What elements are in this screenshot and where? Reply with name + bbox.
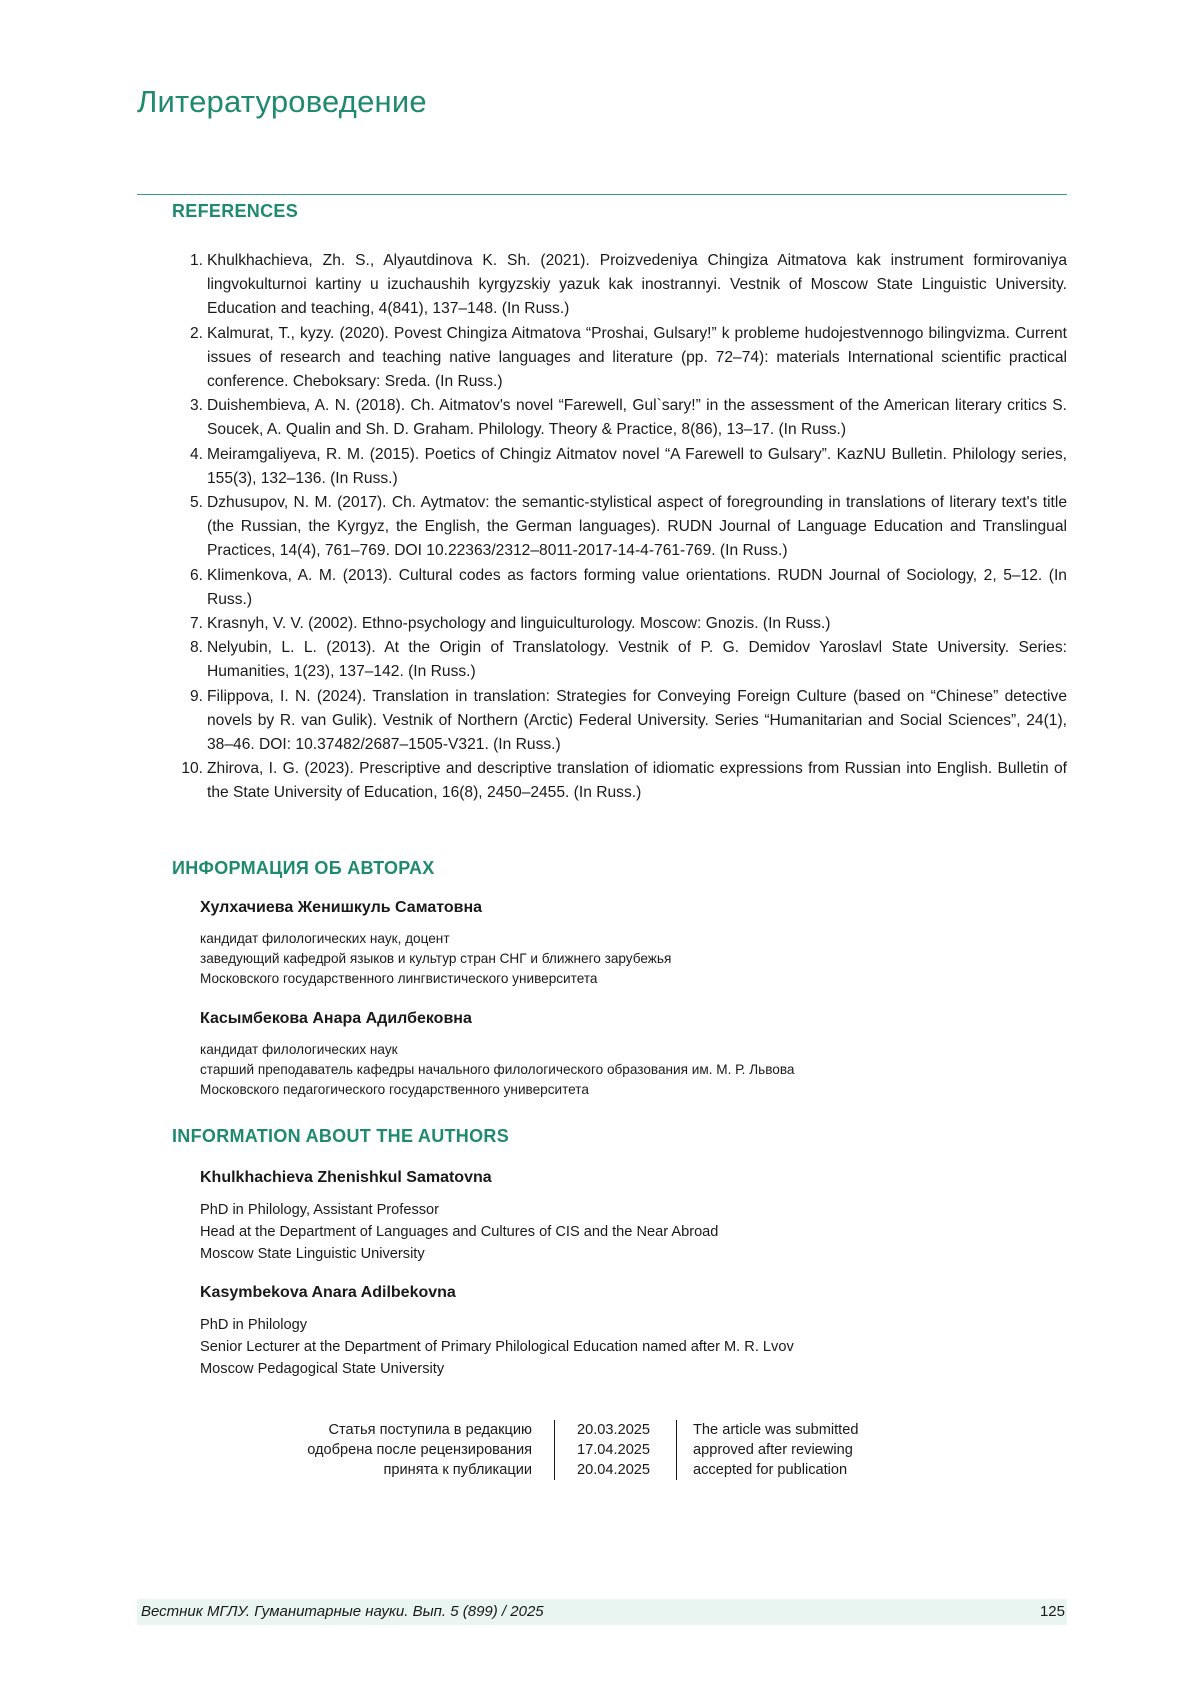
date-accepted: 20.04.2025: [577, 1460, 707, 1480]
author-card-en: [200, 1284, 1060, 1380]
reference-text: Filippova, I. N. (2024). Translation in translation: Strategies for Conveying Foreign Culture (based on “Chinese” detective novels by R. van Gulik). Vestnik of Northern (Arctic) Federal University. Series “Humanitarian and Social Sciences”, 24(1), 38–46. DOI: 10.37482/2687–1505-V321. (In Russ.): [207, 688, 1067, 753]
author-name: Касымбекова Анара Адилбековна: [200, 1010, 1060, 1028]
references-list: [172, 249, 1067, 806]
reference-number: 2.: [172, 322, 203, 346]
author-name: Хулхачиева Женишкуль Саматовна: [200, 899, 1060, 917]
reference-text: Klimenkova, A. M. (2013). Cultural codes as factors forming value orientations. RUDN Journal of Sociology, 2, 5–12. (In Russ.): [207, 567, 1067, 608]
date-approved: 17.04.2025: [577, 1440, 707, 1460]
reference-text: Nelyubin, L. L. (2013). At the Origin of Translatology. Vestnik of P. G. Demidov Yaroslavl State University. Series: Humanities, 1(23), 137–142. (In Russ.): [207, 639, 1067, 680]
section-divider: [137, 194, 1067, 195]
reference-number: 10.: [172, 757, 203, 781]
dates-labels-ru: [240, 1420, 532, 1480]
author-degree: PhD in Philology, Assistant Professor: [200, 1199, 1060, 1221]
reference-text: Krasnyh, V. V. (2002). Ethno-psychology and linguiculturology. Moscow: Gnozis. (In Russ.): [207, 615, 830, 632]
section-title: Литературоведение: [137, 84, 427, 120]
author-position: Head at the Department of Languages and Cultures of CIS and the Near Abroad: [200, 1221, 1060, 1243]
author-degree: PhD in Philology: [200, 1314, 1060, 1336]
references-heading: REFERENCES: [172, 201, 298, 222]
reference-number: 6.: [172, 564, 203, 588]
reference-number: 3.: [172, 394, 203, 418]
authors-info-ru-heading: ИНФОРМАЦИЯ ОБ АВТОРАХ: [172, 858, 435, 879]
reference-text: Khulkhachieva, Zh. S., Alyautdinova K. Sh. (2021). Proizvedeniya Chingiza Aitmatova kak instrument formirovaniya lingvokulturnoi kartiny u izuchaushih kyrgyzskiy yazuk kak inostrannyi. Vestnik of Moscow State Linguistic University. Education and teaching, 4(841), 137–148. (In Russ.): [207, 252, 1067, 317]
dates-labels-en: [676, 1420, 943, 1480]
author-card-ru: [200, 899, 1060, 989]
author-position: Senior Lecturer at the Department of Primary Philological Education named after M. R. Lvov: [200, 1336, 1060, 1358]
author-degree: кандидат филологических наук: [200, 1040, 1060, 1060]
reference-number: 5.: [172, 491, 203, 515]
author-card-ru: [200, 1010, 1060, 1100]
reference-item: [172, 685, 1067, 758]
date-label-accepted-en: accepted for publication: [693, 1460, 943, 1480]
reference-text: Dzhusupov, N. M. (2017). Ch. Aytmatov: the semantic-stylistical aspect of foregrounding in translations of literary text's title (the Russian, the Kyrgyz, the English, the German languages). RUDN Journal of Language Education and Translingual Practices, 14(4), 761–769. DOI 10.22363/2312–8011-2017-14-4-761-769. (In Russ.): [207, 494, 1067, 559]
reference-text: Duishembieva, A. N. (2018). Ch. Aitmatov's novel “Farewell, Gul`sary!” in the assessment of the American literary critics S. Soucek, A. Qualin and Sh. D. Graham. Philology. Theory & Practice, 8(86), 13–17. (In Russ.): [207, 397, 1067, 438]
page-number: 125: [1020, 1603, 1065, 1620]
date-label-accepted-ru: принята к публикации: [240, 1460, 532, 1480]
author-card-en: [200, 1169, 1060, 1265]
reference-item: [172, 443, 1067, 491]
reference-item: [172, 394, 1067, 442]
reference-item: [172, 491, 1067, 564]
authors-info-en-heading: INFORMATION ABOUT THE AUTHORS: [172, 1126, 509, 1147]
author-affiliation: Moscow State Linguistic University: [200, 1243, 1060, 1265]
reference-item: [172, 564, 1067, 612]
reference-text: Kalmurat, T., kyzy. (2020). Povest Chingiza Aitmatova “Proshai, Gulsary!” k probleme hudojestvennogo bilingvizma. Current issues of research and teaching native languages and literature (pp. 72–74): materials International scientific practical conference. Cheboksary: Sreda. (In Russ.): [207, 325, 1067, 390]
reference-number: 9.: [172, 685, 203, 709]
date-submitted: 20.03.2025: [577, 1420, 707, 1440]
date-label-submitted-ru: Статья поступила в редакцию: [240, 1420, 532, 1440]
author-position: заведующий кафедрой языков и культур стран СНГ и ближнего зарубежья: [200, 949, 1060, 969]
date-label-approved-en: approved after reviewing: [693, 1440, 943, 1460]
reference-item: [172, 322, 1067, 395]
reference-item: [172, 249, 1067, 322]
author-position: старший преподаватель кафедры начального филологического образования им. М. Р. Львова: [200, 1060, 1060, 1080]
date-label-submitted-en: The article was submitted: [693, 1420, 943, 1440]
reference-text: Zhirova, I. G. (2023). Prescriptive and descriptive translation of idiomatic expressions from Russian into English. Bulletin of the State University of Education, 16(8), 2450–2455. (In Russ.): [207, 760, 1067, 801]
author-name: Khulkhachieva Zhenishkul Samatovna: [200, 1169, 1060, 1187]
author-affiliation: Московского государственного лингвистического университета: [200, 969, 1060, 989]
author-affiliation: Московского педагогического государственного университета: [200, 1080, 1060, 1100]
reference-number: 4.: [172, 443, 203, 467]
author-degree: кандидат филологических наук, доцент: [200, 929, 1060, 949]
author-name: Kasymbekova Anara Adilbekovna: [200, 1284, 1060, 1302]
reference-number: 1.: [172, 249, 203, 273]
reference-number: 8.: [172, 636, 203, 660]
reference-item: [172, 612, 1067, 636]
author-affiliation: Moscow Pedagogical State University: [200, 1358, 1060, 1380]
reference-item: [172, 757, 1067, 805]
reference-item: [172, 636, 1067, 684]
reference-text: Meiramgaliyeva, R. M. (2015). Poetics of Chingiz Aitmatov novel “A Farewell to Gulsary”. KazNU Bulletin. Philology series, 155(3), 132–136. (In Russ.): [207, 446, 1067, 487]
reference-number: 7.: [172, 612, 203, 636]
footer-journal-title: Вестник МГЛУ. Гуманитарные науки. Вып. 5 (899) / 2025: [141, 1603, 544, 1620]
date-label-approved-ru: одобрена после рецензирования: [240, 1440, 532, 1460]
